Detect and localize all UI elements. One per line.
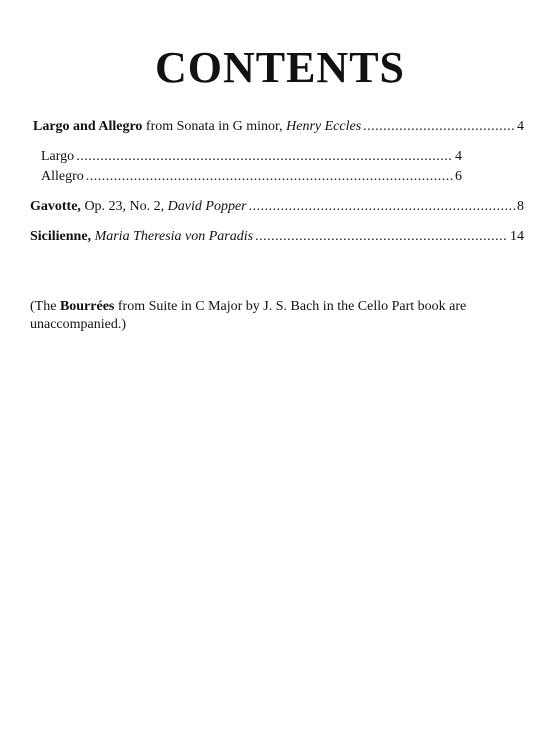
dot-leader (249, 198, 515, 216)
accompaniment-note (30, 298, 520, 334)
page-title: CONTENTS (154, 43, 406, 92)
note-bold: Bourrées (59, 299, 115, 314)
toc-entry-gavotte (30, 198, 524, 216)
toc-subentry-allegro (41, 168, 462, 186)
toc-entry-title-bold: Largo and Allegro (33, 119, 143, 134)
toc-subentry-label: Largo (41, 149, 75, 164)
toc-entry-title (30, 228, 253, 246)
toc-entry-composer: Henry Eccles (286, 119, 362, 134)
toc-entry-title-bold: Sicilienne, (30, 229, 92, 244)
toc-entry-largo-and-allegro (33, 118, 524, 136)
toc-subentry-page: 6 (455, 169, 462, 184)
dot-leader (76, 148, 453, 166)
dot-leader (363, 118, 515, 136)
toc-entry-page: 8 (517, 199, 524, 214)
toc-subentry-largo (41, 148, 462, 166)
toc-entry-title (33, 118, 361, 136)
toc-entry-composer: David Popper (167, 199, 247, 214)
toc-subentry-page: 4 (455, 149, 462, 164)
toc-entry-sicilienne (30, 228, 524, 246)
toc-entry-page: 14 (510, 229, 524, 244)
toc-entry-composer: Maria Theresia von Paradis (94, 229, 254, 244)
dot-leader (86, 168, 453, 186)
toc-entry-title-rest: Op. 23, No. 2, (80, 199, 168, 214)
toc-entry-title (30, 198, 247, 216)
toc-entry-page: 4 (517, 119, 524, 134)
toc-entry-title-bold: Gavotte, (30, 199, 81, 214)
toc-subentry-label: Allegro (41, 169, 84, 184)
toc-entry-title-rest: from Sonata in G minor, (142, 119, 287, 134)
dot-leader (255, 228, 508, 246)
note-suffix: from Suite in C Major by J. S. Bach in the Cello Part book are unaccompanied.) (30, 299, 467, 332)
note-prefix: (The (30, 299, 60, 314)
